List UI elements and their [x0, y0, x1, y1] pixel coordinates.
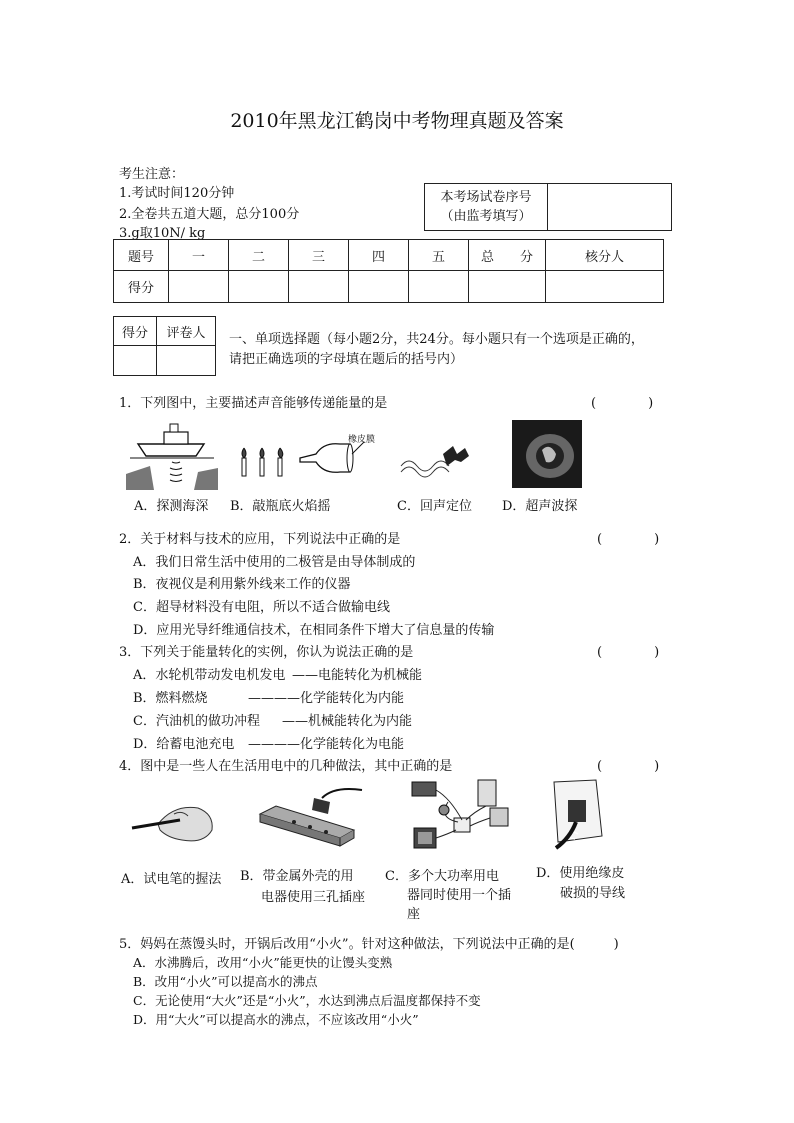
damaged-wire-plug-icon: [548, 776, 608, 852]
score-row-label: 得分: [114, 271, 169, 303]
q4-option-d-line1: D．使用绝缘皮: [536, 866, 625, 881]
grader-name-label: 评卷人: [157, 317, 216, 346]
q1-stem: 1．下列图中，主要描述声音能够传递能量的是: [119, 396, 388, 411]
q4-option-b-line2: 电器使用三孔插座: [261, 890, 366, 905]
q3-option-c: C．汽油机的做功冲程: [133, 714, 260, 729]
score-header-cell: 三: [289, 240, 349, 271]
bat-echolocation-icon: [395, 432, 477, 490]
membrane-label: 橡皮膜: [348, 435, 376, 445]
score-table: [113, 239, 664, 303]
score-header-cell: 总 分: [469, 240, 546, 271]
q2-option-b: B．夜视仪是利用紫外线来工作的仪器: [133, 577, 351, 592]
q2-option-d: D．应用光导纤维通信技术，在相同条件下增大了信息量的传输: [133, 623, 495, 638]
seat-number-box: [424, 183, 672, 231]
q4-option-c-line2: 器同时使用一个插: [407, 888, 512, 903]
seat-box-line2: （由监考填写）: [440, 209, 532, 224]
score-header-cell: 题号: [114, 240, 169, 271]
q2-answer-paren[interactable]: ( ): [597, 532, 660, 547]
seat-box-line1: 本考场试卷序号: [440, 190, 532, 205]
section1-instruction-2: 请把正确选项的字母填在题后的括号内）: [229, 352, 464, 367]
q3-option-b-result: ————化学能转化为内能: [248, 691, 405, 706]
q2-stem: 2．关于材料与技术的应用，下列说法中正确的是: [119, 532, 401, 547]
test-pen-hand-icon: [128, 794, 218, 850]
score-cell[interactable]: [349, 271, 409, 303]
score-header-cell: 二: [229, 240, 289, 271]
power-strip-icon: [254, 784, 366, 848]
score-header-cell: 五: [409, 240, 469, 271]
score-cell[interactable]: [469, 271, 546, 303]
q5-option-a: A．水沸腾后，改用“小火”能更快的让馒头变熟: [133, 955, 393, 970]
score-cell[interactable]: [546, 271, 664, 303]
overloaded-socket-icon: [408, 778, 520, 860]
ship-sonar-icon: [124, 418, 220, 492]
score-header-cell: 核分人: [546, 240, 664, 271]
q3-option-c-result: ——机械能转化为内能: [282, 714, 413, 729]
q5-option-b: B．改用“小火”可以提高水的沸点: [133, 974, 318, 989]
q2-option-c: C．超导材料没有电阻，所以不适合做输电线: [133, 600, 390, 615]
grader-name-cell[interactable]: [157, 346, 216, 376]
score-header-cell: 四: [349, 240, 409, 271]
q4-stem: 4．图中是一些人在生活用电中的几种做法，其中正确的是: [119, 759, 453, 774]
q3-option-d: D．给蓄电池充电: [133, 737, 235, 752]
section1-instruction-1: 一、单项选择题（每小题2分，共24分。每小题只有一个选项是正确的，: [229, 332, 644, 347]
grader-score-label: 得分: [114, 317, 157, 346]
notice-heading: 考生注意：: [119, 167, 185, 182]
q4-answer-paren[interactable]: ( ): [597, 759, 660, 774]
q5-option-c: C．无论使用“大火”还是“小火”，水达到沸点后温度都保持不变: [133, 993, 481, 1008]
q3-option-a-result: ——电能转化为机械能: [292, 668, 423, 683]
score-cell[interactable]: [229, 271, 289, 303]
score-header-cell: 一: [169, 240, 229, 271]
grader-score-cell[interactable]: [114, 346, 157, 376]
score-cell[interactable]: [169, 271, 229, 303]
ultrasound-scan-icon: [512, 420, 582, 488]
score-cell[interactable]: [409, 271, 469, 303]
q1-option-a: A．探测海深: [134, 499, 209, 514]
q2-option-a: A．我们日常生活中使用的二极管是由导体制成的: [133, 555, 416, 570]
q4-option-a: A．试电笔的握法: [121, 872, 222, 887]
page-title: 2010年黑龙江鹤岗中考物理真题及答案: [230, 110, 564, 132]
q3-option-d-result: ————化学能转化为电能: [248, 737, 405, 752]
q1-option-d: D．超声波探: [502, 499, 578, 514]
seat-number-field[interactable]: [548, 184, 672, 231]
q5-option-d: D．用“大火”可以提高水的沸点，不应该改用“小火”: [133, 1012, 419, 1027]
q1-option-c: C．回声定位: [397, 499, 472, 514]
q3-answer-paren[interactable]: ( ): [597, 645, 660, 660]
score-cell[interactable]: [289, 271, 349, 303]
q4-option-c-line1: C．多个大功率用电: [385, 869, 499, 884]
notice-item-1: 1.考试时间120分钟: [119, 186, 235, 201]
q1-option-b: B．敲瓶底火焰摇: [230, 499, 331, 514]
grader-box: [113, 316, 216, 376]
q3-option-b: B．燃料燃烧: [133, 691, 208, 706]
notice-item-2: 2.全卷共五道大题，总分100分: [119, 207, 300, 222]
notice-item-3: 3.g取10N/ kg: [119, 226, 206, 241]
q5-stem: 5．妈妈在蒸馒头时，开锅后改用“小火”。针对这种做法，下列说法中正确的是( ): [119, 937, 619, 952]
q1-answer-paren[interactable]: ( ): [591, 396, 654, 411]
q3-option-a: A．水轮机带动发电机发电: [133, 668, 286, 683]
q4-option-c-line3: 座: [407, 907, 421, 922]
q3-stem: 3．下列关于能量转化的实例，你认为说法正确的是: [119, 645, 414, 660]
q4-option-b-line1: B．带金属外壳的用: [240, 869, 354, 884]
q4-option-d-line2: 破损的导线: [560, 886, 626, 901]
